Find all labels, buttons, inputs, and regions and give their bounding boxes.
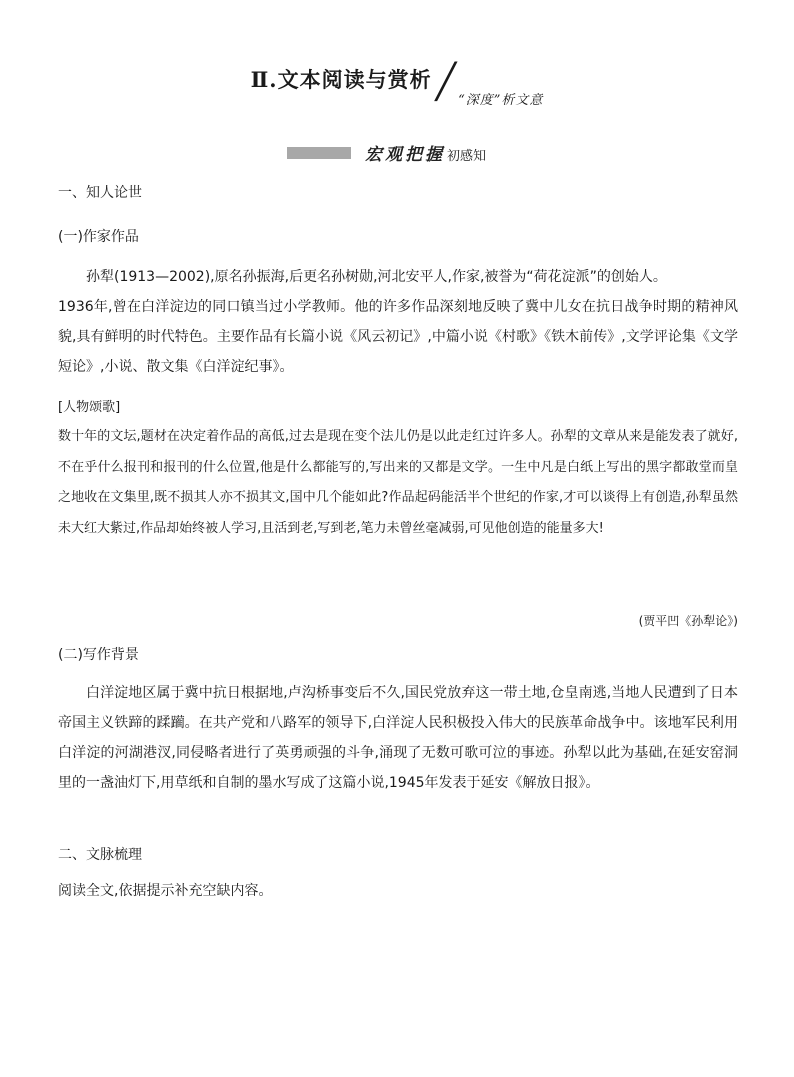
section-band-label: 宏观把握: [365, 145, 445, 165]
chapter-title-divider: ╱: [435, 62, 457, 102]
part2-heading: 二、文脉梳理: [58, 847, 142, 863]
author-works-paragraph: [58, 262, 738, 382]
author-intro-line: 孙犁(1913—2002),原名孙振海,后更名孙树勋,河北安平人,作家,被誉为“荷花淀派”的创始人。: [86, 269, 667, 285]
praise-label: [人物颂歌]: [58, 400, 121, 415]
section-band-bar: [287, 147, 351, 159]
praise-citation: (贾平凹《孙犁论》): [638, 614, 738, 628]
section-band: [287, 140, 486, 165]
chapter-title-main: Ⅱ.文本阅读与赏析: [250, 67, 432, 92]
author-intro-rest: 1936年,曾在白洋淀边的同口镇当过小学教师。他的许多作品深刻地反映了冀中儿女在抗日战争时期的精神风貌,具有鲜明的时代特色。主要作品有长篇小说《风云初记》,中篇小说《村歌》《铁木前传》,文学评论集《文学短论》,小说、散文集《白洋淀纪事》。: [58, 299, 738, 375]
praise-quote: 数十年的文坛,题材在决定着作品的高低,过去是现在变个法儿仍是以此走红过许多人。孙犁的文章从来是能发表了就好,不在乎什么报刊和报刊的什么位置,他是什么都能写的,写出来的又都是文学。一生中凡是白纸上写出的黑字都敢堂而皇之地收在文集里,既不损其人亦不损其文,国中几个能如此?作品起码能活半个世纪的作家,才可以谈得上有创造,孙犁虽然未大红大紫过,作品却始终被人学习,且活到老,写到老,笔力未曾丝毫减弱,可见他创造的能量多大!: [58, 429, 738, 536]
chapter-title: [0, 60, 794, 108]
part2-instruction: 阅读全文,依据提示补充空缺内容。: [58, 883, 273, 899]
background-paragraph: [58, 678, 738, 798]
background-text: 白洋淀地区属于冀中抗日根据地,卢沟桥事变后不久,国民党放弃这一带土地,仓皇南逃,当地人民遭到了日本帝国主义铁蹄的蹂躏。在共产党和八路军的领导下,白洋淀人民积极投入伟大的民族革命战争中。该地军民利用白洋淀的河湖港汊,同侵略者进行了英勇顽强的斗争,涌现了无数可歌可泣的事迹。孙犁以此为基础,在延安窑洞里的一盏油灯下,用草纸和自制的墨水写成了这篇小说,1945年发表于延安《解放日报》。: [58, 685, 738, 791]
part1-heading: 一、知人论世: [58, 185, 142, 201]
author-works-heading: (一)作家作品: [58, 229, 139, 245]
background-heading: (二)写作背景: [58, 647, 139, 663]
section-band-tag: 初感知: [447, 149, 487, 164]
chapter-title-sub: “深度”析文意: [458, 93, 544, 108]
